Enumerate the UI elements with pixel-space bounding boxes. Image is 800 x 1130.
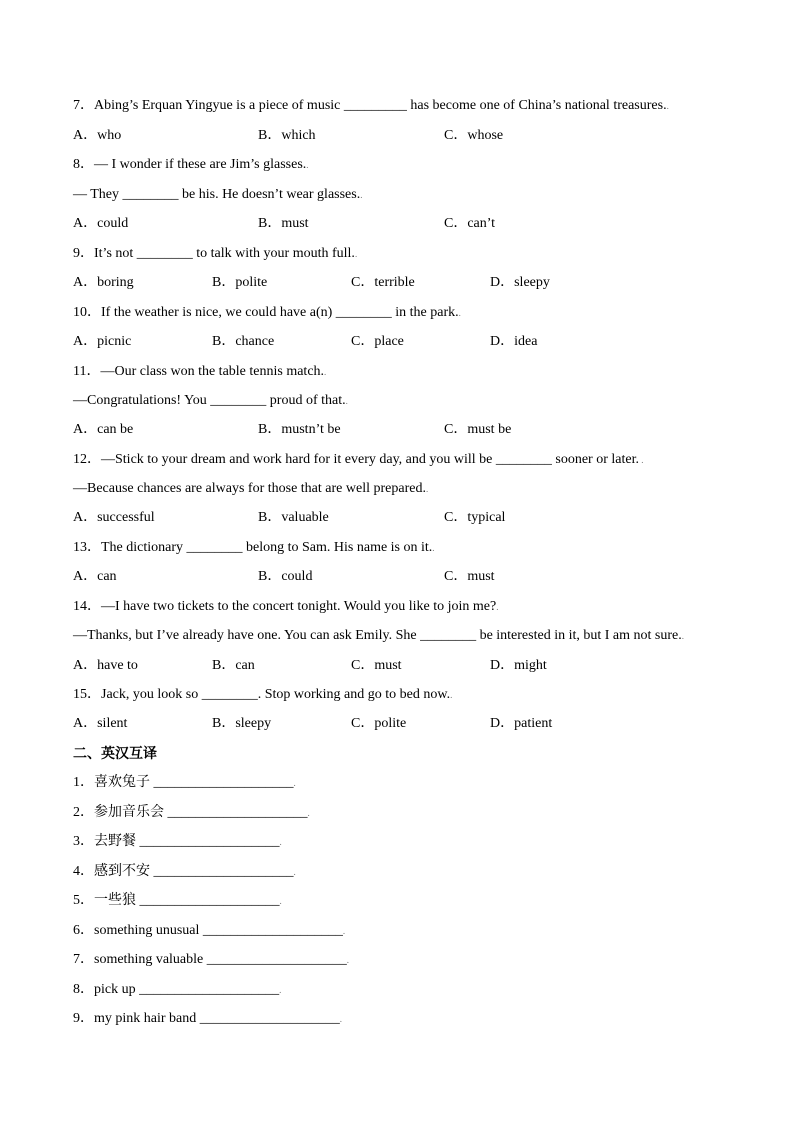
question-12-option-c[interactable]: C．typical [444,510,506,525]
question-13-text: 13．The dictionary ________ belong to Sam. His name is on it. [73,540,433,555]
paragraph-mark: . [279,837,282,847]
question-10-stem [73,304,461,322]
question-12-stem-line-1 [73,451,643,469]
paragraph-mark: . [425,484,429,494]
translation-item-3[interactable] [73,833,282,851]
question-14-option-a[interactable]: A．have to [73,658,138,673]
question-11-option-a[interactable]: A．can be [73,422,134,437]
question-12-text: 12．—Stick to your dream and work hard for it every day, and you will be ________ sooner or later. [73,452,639,467]
question-15-option-a[interactable]: A．silent [73,716,128,731]
question-14-stem-line-2 [73,627,684,645]
question-7-option-b[interactable]: B．which [258,128,316,143]
paragraph-mark: . [681,631,684,641]
question-11-stem-line-1 [73,363,326,381]
question-10-option-b[interactable]: B．chance [212,334,275,349]
translation-item-5-text: 5．一些狼 ____________________ [73,893,280,908]
question-8-stem-line-2 [73,186,362,204]
question-8-reply: — They ________ be his. He doesn’t wear glasses. [73,187,361,202]
question-14-stem-line-1 [73,598,498,616]
question-9-option-c[interactable]: C．terrible [351,275,415,290]
translation-item-2[interactable] [73,804,310,822]
paragraph-mark: . [307,808,310,818]
question-9-stem [73,245,357,263]
paragraph-mark: . [432,543,435,553]
question-11-stem-line-2 [73,392,348,410]
translation-item-1-text: 1．喜欢兔子 ____________________ [73,775,294,790]
paragraph-mark: . [360,190,363,200]
question-8-option-b[interactable]: B．must [258,216,309,231]
question-10-option-d[interactable]: D．idea [490,334,538,349]
question-13-option-a[interactable]: A．can [73,569,117,584]
translation-item-8[interactable] [73,981,281,999]
question-7-text: 7．Abing’s Erquan Yingyue is a piece of music _________ has become one of China’s national treasures. [73,98,667,113]
question-7-option-c[interactable]: C．whose [444,128,504,143]
question-14-option-c[interactable]: C．must [351,658,402,673]
paragraph-mark: . [293,867,296,877]
question-7-option-a[interactable]: A．who [73,128,122,143]
paragraph-mark: . [346,955,350,965]
question-7-stem [73,97,669,115]
question-13-stem [73,539,435,557]
paragraph-mark: . [342,926,346,936]
paragraph-mark: . [306,160,309,170]
paragraph-mark: . [345,396,348,406]
question-12-option-b[interactable]: B．valuable [258,510,329,525]
question-15-option-c[interactable]: C．polite [351,716,407,731]
question-9-option-a[interactable]: A．boring [73,275,134,290]
question-15-option-b[interactable]: B．sleepy [212,716,272,731]
paragraph-mark: . [458,308,461,318]
paragraph-mark: . [293,778,296,788]
question-11-reply: —Congratulations! You ________ proud of that. [73,393,346,408]
paragraph-mark: . [638,455,644,465]
translation-item-3-text: 3．去野餐 ____________________ [73,834,280,849]
translation-item-4[interactable] [73,863,296,881]
question-15-option-d[interactable]: D．patient [490,716,553,731]
paragraph-mark: . [496,602,499,612]
question-14-reply: —Thanks, but I’ve already have one. You can ask Emily. She ________ be interested in it, but I am not sure. [73,628,682,643]
question-9-option-b[interactable]: B．polite [212,275,268,290]
question-11-text: 11．—Our class won the table tennis match. [73,364,325,379]
question-8-option-a[interactable]: A．could [73,216,129,231]
translation-item-9-text: 9．my pink hair band ____________________ [73,1011,340,1026]
paragraph-mark: . [450,690,453,700]
question-10-option-c[interactable]: C．place [351,334,404,349]
translation-item-6[interactable] [73,922,345,940]
question-9-text: 9．It’s not ________ to talk with your mouth full. [73,246,355,261]
question-15-stem [73,686,452,704]
question-11-option-b[interactable]: B．mustn’t be [258,422,341,437]
translation-item-7[interactable] [73,951,349,969]
translation-item-1[interactable] [73,774,296,792]
section-2-heading: 二、英汉互译 [73,746,157,762]
question-12-stem-line-2 [73,480,428,498]
question-8-option-c[interactable]: C．can’t [444,216,496,231]
translation-item-8-text: 8．pick up ____________________ [73,982,280,997]
translation-item-5[interactable] [73,892,282,910]
question-8-stem-line-1 [73,156,309,174]
translation-item-6-text: 6．something unusual ____________________ [73,923,343,938]
question-10-text: 10．If the weather is nice, we could have a(n) ________ in the park. [73,305,459,320]
question-14-option-d[interactable]: D．might [490,658,547,673]
question-14-option-b[interactable]: B．can [212,658,255,673]
question-9-option-d[interactable]: D．sleepy [490,275,550,290]
paragraph-mark: . [279,896,282,906]
translation-item-2-text: 2．参加音乐会 ____________________ [73,805,308,820]
question-14-text: 14．—I have two tickets to the concert tonight. Would you like to join me? [73,599,497,614]
paragraph-mark: . [279,985,282,995]
translation-item-7-text: 7．something valuable ____________________ [73,952,347,967]
question-13-option-c[interactable]: C．must [444,569,495,584]
question-11-option-c[interactable]: C．must be [444,422,512,437]
question-12-reply: —Because chances are always for those that are well prepared. [73,481,426,496]
question-12-option-a[interactable]: A．successful [73,510,155,525]
translation-item-4-text: 4．感到不安 ____________________ [73,864,294,879]
paragraph-mark: . [324,367,327,377]
question-10-option-a[interactable]: A．picnic [73,334,132,349]
translation-item-9[interactable] [73,1010,342,1028]
question-15-text: 15．Jack, you look so ________. Stop working and go to bed now. [73,687,451,702]
question-8-text: 8．— I wonder if these are Jim’s glasses. [73,157,307,172]
paragraph-mark: . [354,249,358,259]
question-13-option-b[interactable]: B．could [258,569,313,584]
paragraph-mark: . [666,101,669,111]
paragraph-mark: . [339,1014,343,1024]
